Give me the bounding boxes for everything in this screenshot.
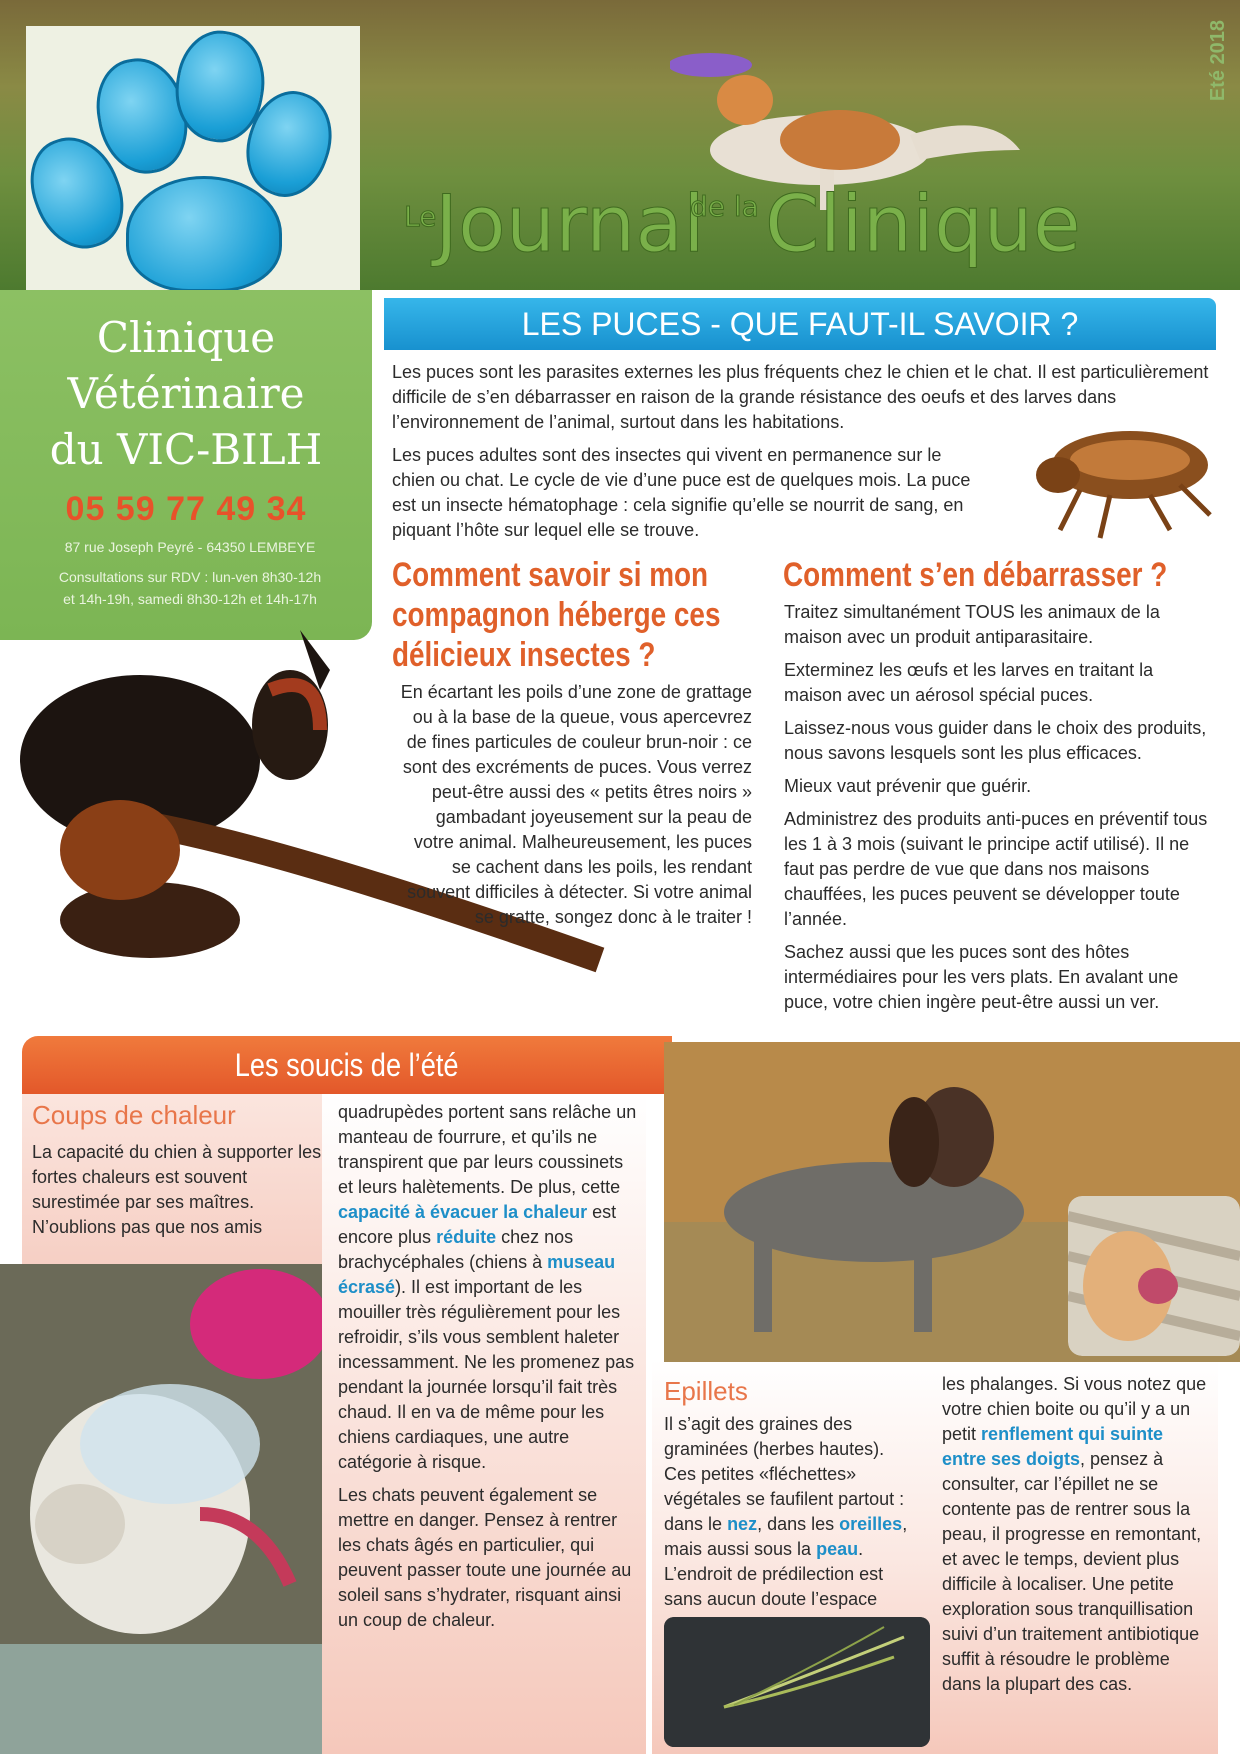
debarr-p4: Mieux vaut prévenir que guérir. [784, 776, 1032, 796]
clinic-name-line3: du VIC-BILH [49, 425, 323, 474]
epillets-highlight-peau: peau [816, 1539, 859, 1559]
debarr-p3: Laissez-nous vous guider dans le choix des produits, nous savons lesquels sont les plus efficaces. [784, 718, 1207, 763]
chaleur-p2 [338, 1100, 638, 1475]
puces-intro-2 [392, 443, 982, 551]
savoir-text: En écartant les poils d’une zone de grattage ou à la base de la queue, vous apercevrez de fines particules de couleur brun-noir : ce sont des excréments de puces. Vous verrez peut-être aussi des « petits êtres noirs » gambadant joyeusement sur la peau de votre animal. Malheureusement, les puces se cachent dans les poils, les rendant souvent difficiles à détecter. Si votre animal se gratte, songez donc à le traiter ! [400, 682, 752, 927]
title-de-la: de la [690, 190, 759, 223]
savoir-heading: Comment savoir si mon compagnon héberge ces délicieux insectes ? [392, 556, 721, 674]
chaleur-p2-c1: quadrupèdes portent sans relâche un manteau de fourrure, et qu’ils ne transpirent que par leurs coussinets et leurs halètements. De plus, cette [338, 1102, 637, 1197]
paw-main-pad-icon [126, 176, 282, 292]
chaleur-p2-c2: est encore plus [338, 1202, 617, 1247]
debarr-heading: Comment s’en débarrasser ? [783, 556, 1168, 594]
debarr-p2: Exterminez les œufs et les larves en traitant la maison avec un aérosol spécial puces. [784, 660, 1154, 705]
bathing-dog-image [0, 1264, 322, 1754]
title-le: Le [404, 200, 437, 233]
chaleur-p2-c4: ). Il est important de les mouiller très régulièrement pour les refroidir, s’ils vous semblent haleter incessamment. Ne les promenez pas pendant la journée lorsqu’il fait très chaud. Il en va de même pour les chiens cardiaques, une autre catégorie à risque. [338, 1277, 635, 1472]
chaleur-highlight-2: réduite [436, 1227, 497, 1247]
puces-intro-p1: Les puces sont les parasites externes les plus fréquents chez le chien et le chat. Il est particulièrement difficile de s’en débarrasser en raison de la grande résistance des oeufs et des larves dans l’environnement de l’animal, surtout dans les habitations. [392, 362, 1209, 432]
epillets-c4: . L’endroit de prédilection est sans aucun doute l’espace [664, 1539, 884, 1609]
epillets-highlight-renflement: renflement qui suinte entre ses doigts [942, 1424, 1164, 1469]
epillets-highlight-nez: nez [727, 1514, 758, 1534]
clinic-phone[interactable]: 05 59 77 49 34 [65, 490, 307, 528]
clinic-name-line1: Clinique [96, 313, 276, 362]
clinic-address: 87 rue Joseph Peyré - 64350 LEMBEYE [64, 539, 316, 555]
chaleur-highlight-3: museau écrasé [338, 1252, 616, 1297]
clinic-hours-line1: Consultations sur RDV : lun-ven 8h30-12h [58, 569, 322, 585]
epillets-highlight-oreilles: oreilles [839, 1514, 903, 1534]
epillets-c3: , mais aussi sous la [664, 1514, 908, 1559]
ete-header-label: Les soucis de l’été [235, 1047, 459, 1083]
clinic-hours-line2: et 14h-19h, samedi 8h30-12h et 14h-17h [63, 591, 317, 607]
epillets-heading: Epillets [664, 1376, 748, 1406]
epillets-d1: les phalanges. Si vous notez que votre chien boite ou qu’il y a un petit [942, 1374, 1207, 1444]
debarr-text [784, 600, 1214, 1023]
epillets-text [664, 1412, 914, 1637]
debarr-p5: Administrez des produits anti-puces en préventif tous les 1 à 3 mois (suivant le principe actif utilisé). Il ne faut pas perdre de vue que dans nos maisons chauffées, les puces peuvent se développer toute l’année. [784, 809, 1208, 929]
grass-seed-image [664, 1617, 930, 1747]
ete-section-header [22, 1036, 672, 1094]
chaleur-highlight-1: capacité à évacuer la chaleur [338, 1202, 588, 1222]
chaleur-p2-c3: chez nos brachycéphales (chiens à [338, 1227, 574, 1272]
epillets-c2: , dans les [757, 1514, 835, 1534]
title-clinique: Clinique [765, 180, 1081, 270]
edition-label: Eté 2018 [1207, 20, 1229, 102]
epillets-d2: , pensez à consulter, car l’épillet ne se contente pas de rentrer sous la peau, il progresse en remontant, et avec le temps, devient plus difficile à localiser. Une petite exploration sous tranquillisation suivi d’un traitement antibiotique suffit à résoudre le problème dans la plupart des cas. [942, 1449, 1202, 1694]
epillets-text-continued [942, 1372, 1208, 1697]
chaleur-p3: Les chats peuvent également se mettre en danger. Pensez à rentrer les chats âgés en particulier, qui peuvent passer toute une journée au soleil sans s’hydrater, risquant ainsi un coup de chaleur. [338, 1485, 632, 1630]
epillets-c1: Il s’agit des graines des graminées (herbes hautes). Ces petites «fléchettes» végétales se faufilent partout : dans le [664, 1414, 905, 1534]
puces-intro-p2: Les puces adultes sont des insectes qui vivent en permanence sur le chien ou chat. Le cycle de vie d’une puce est de quelques mois. La puce est un insecte hématophage : cela signifie qu’elle se nourrit de sang, en piquant l’hôte sur lequel elle se trouve. [392, 445, 971, 540]
debarr-p6: Sachez aussi que les puces sont des hôtes intermédiaires pour les vers plats. En avalant une puce, votre chien ingère peut-être aussi un ver. [784, 942, 1179, 1012]
chaleur-p1: La capacité du chien à supporter les fortes chaleurs est souvent surestimée par ses maîtres. N’oublions pas que nos amis [32, 1142, 322, 1237]
flea-image [1020, 420, 1220, 540]
journal-title [380, 180, 1230, 290]
title-journal: Journal [435, 180, 705, 270]
puces-section-header: LES PUCES - QUE FAUT-IL SAVOIR ? [384, 298, 1216, 350]
clinic-logo [26, 26, 360, 296]
paw-closeup-image [1068, 1196, 1240, 1356]
chaleur-column [338, 1100, 638, 1641]
chaleur-heading: Coups de chaleur [32, 1100, 236, 1130]
clinic-name-line2: Vétérinaire [67, 369, 305, 418]
debarr-p1: Traitez simultanément TOUS les animaux de la maison avec un produit antiparasitaire. [784, 602, 1160, 647]
